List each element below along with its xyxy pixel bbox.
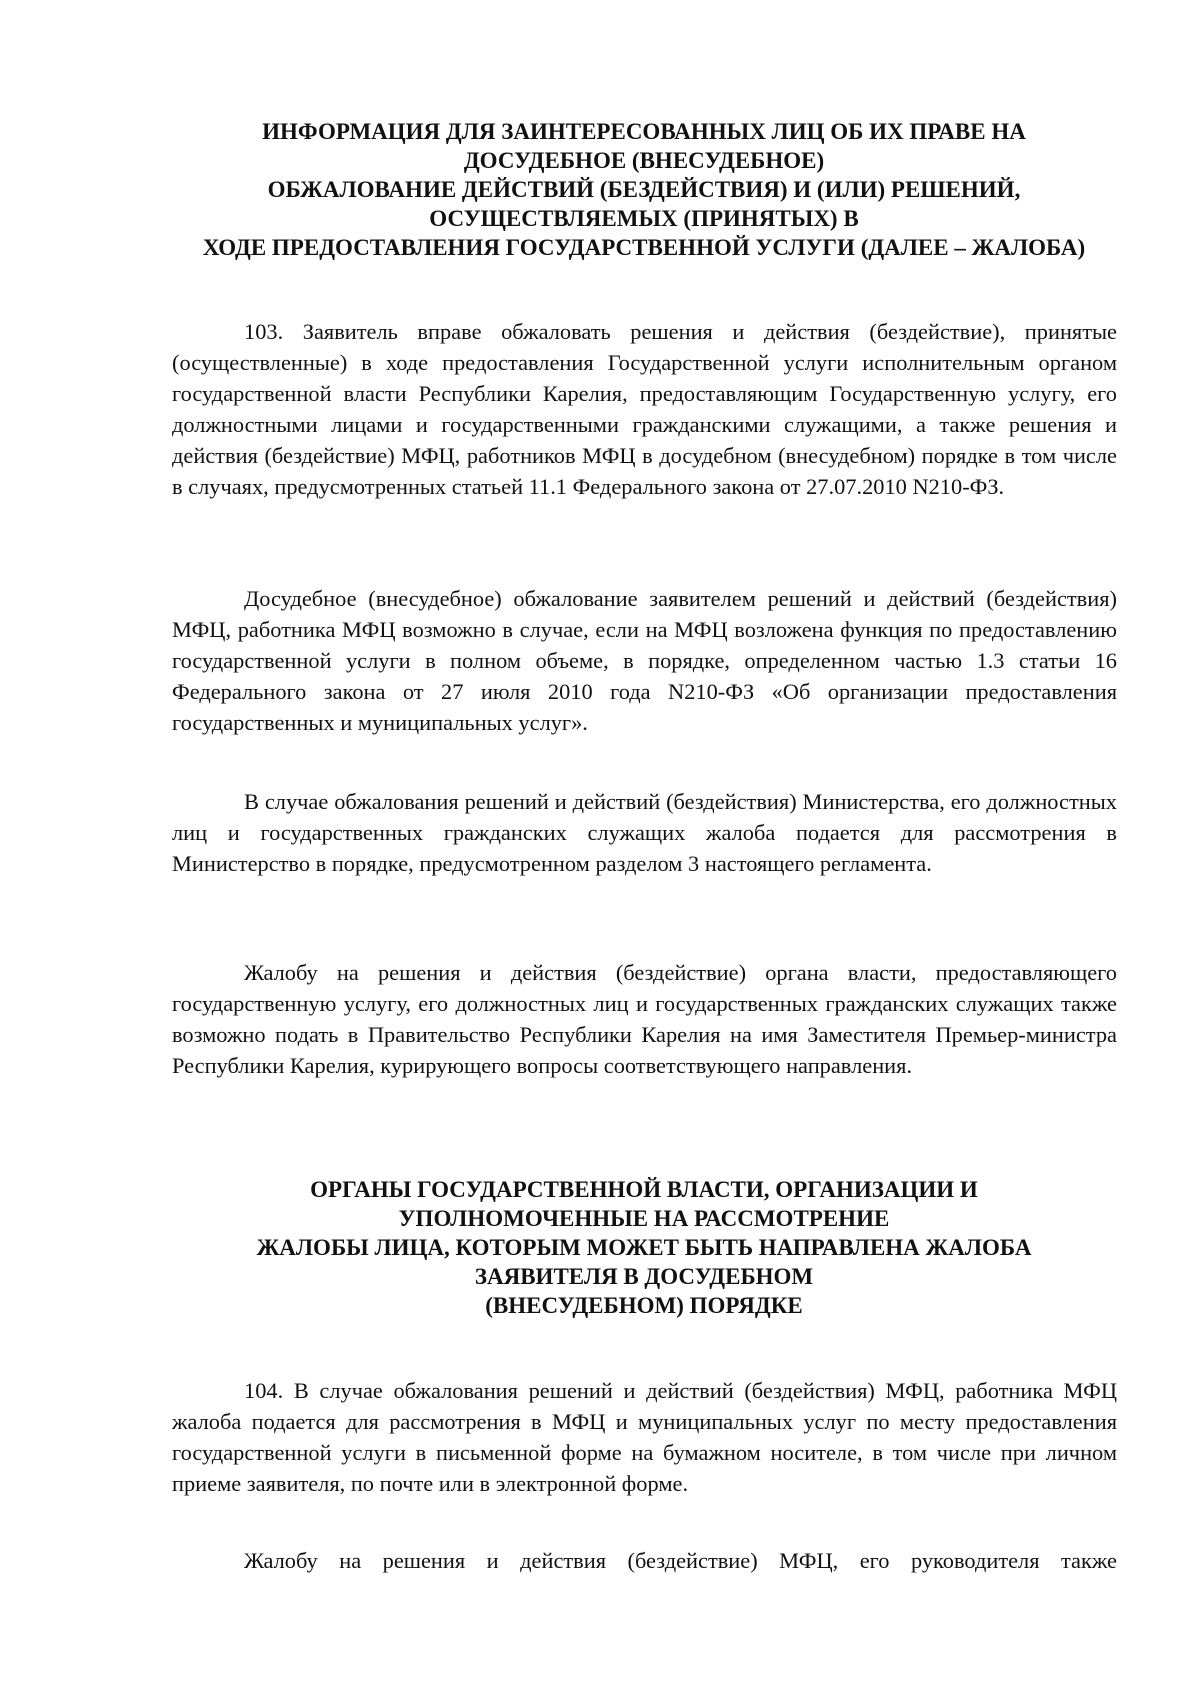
heading-line: (ВНЕСУДЕБНОМ) ПОРЯДКЕ [485, 1293, 803, 1318]
heading-line: ХОДЕ ПРЕДОСТАВЛЕНИЯ ГОСУДАРСТВЕННОЙ УСЛУГИ (ДАЛЕЕ – ЖАЛОБА) [202, 235, 1086, 260]
section-heading-authorities [170, 1175, 1118, 1320]
paragraph-mfc-appeal: Досудебное (внесудебное) обжалование заявителем решений и действий (бездействия) МФЦ, работника МФЦ возможно в случае, если на МФЦ возложена функция по предоставлению государственной услуги в полном объеме, в порядке, определенном частью 1.3 статьи 16 Федерального закона от 27 июля 2010 года N210-ФЗ «Об организации предоставления государственных и муниципальных услуг». [172, 586, 1117, 735]
heading-line: ОРГАНЫ ГОСУДАРСТВЕННОЙ ВЛАСТИ, ОРГАНИЗАЦИИ И [310, 1177, 978, 1202]
heading-line: ОСУЩЕСТВЛЯЕМЫХ (ПРИНЯТЫХ) В [429, 206, 859, 231]
heading-line: ИНФОРМАЦИЯ ДЛЯ ЗАИНТЕРЕСОВАННЫХ ЛИЦ ОБ ИХ ПРАВЕ НА [262, 119, 1026, 144]
heading-line: ОБЖАЛОВАНИЕ ДЕЙСТВИЙ (БЕЗДЕЙСТВИЯ) И (ИЛИ) РЕШЕНИЙ, [267, 177, 1021, 202]
paragraph-government-appeal: Жалобу на решения и действия (бездействие) органа власти, предоставляющего государственную услугу, его должностных лиц и государственных гражданских служащих также возможно подать в Правительство Республики Карелия на имя Заместителя Премьер-министра Республики Карелия, курирующего вопросы соответствующего направления. [172, 960, 1117, 1078]
paragraph-ministry-appeal: В случае обжалования решений и действий (бездействия) Министерства, его должностных лиц и государственных гражданских служащих жалоба подается для рассмотрения в Министерство в порядке, предусмотренном разделом 3 настоящего регламента. [172, 789, 1117, 876]
paragraph-mfc-head-appeal: Жалобу на решения и действия (бездействие) МФЦ, его руководителя также [244, 1548, 1117, 1573]
heading-line: УПОЛНОМОЧЕННЫЕ НА РАССМОТРЕНИЕ [398, 1206, 890, 1231]
section-heading-complaint-info [170, 117, 1118, 262]
heading-line: ЗАЯВИТЕЛЯ В ДОСУДЕБНОМ [474, 1264, 814, 1289]
heading-line: ДОСУДЕБНОЕ (ВНЕСУДЕБНОЕ) [463, 148, 825, 173]
paragraph-103: 103. Заявитель вправе обжаловать решения и действия (бездействие), принятые (осуществленные) в ходе предоставления Государственной услуги исполнительным органом государственной власти Республики Карелия, предоставляющим Государственную услугу, его должностными лицами и государственными гражданскими служащими, а также решения и действия (бездействие) МФЦ, работников МФЦ в досудебном (внесудебном) порядке в том числе в случаях, предусмотренных статьей 11.1 Федерального закона от 27.07.2010 N210-ФЗ. [172, 319, 1117, 499]
paragraph-104: 104. В случае обжалования решений и действий (бездействия) МФЦ, работника МФЦ жалоба подается для рассмотрения в МФЦ и муниципальных услуг по месту предоставления государственной услуги в письменной форме на бумажном носителе, в том числе при личном приеме заявителя, по почте или в электронной форме. [172, 1378, 1117, 1496]
heading-line: ЖАЛОБЫ ЛИЦА, КОТОРЫМ МОЖЕТ БЫТЬ НАПРАВЛЕНА ЖАЛОБА [256, 1235, 1032, 1260]
